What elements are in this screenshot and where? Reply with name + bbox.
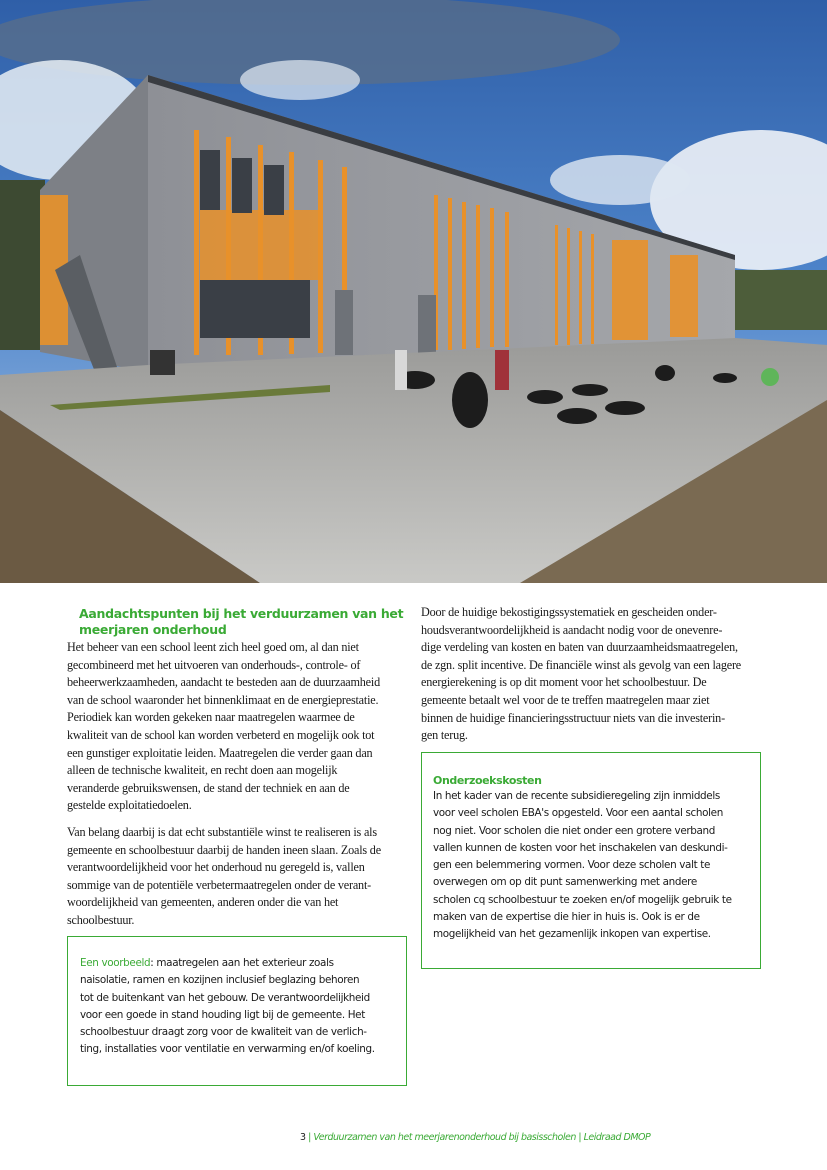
research-costs-title: Onderzoekskosten [433,774,542,787]
right-paragraph-1 [421,604,741,745]
text-line: maken van de expertise die hier in huis is. Ook is er de [433,911,700,924]
text-line: In het kader van de recente subsidieregeling zijn inmiddels [433,790,720,802]
text-line: ting, installaties voor ventilatie en verwarming en/of koeling. [80,1043,375,1056]
heading-line: meerjaren onderhoud [79,622,227,637]
text-line: naisolatie, ramen en kozijnen inclusief beglazing behoren [80,974,360,987]
text-line: tot de buitenkant van het gebouw. De verantwoordelijkheid [80,991,370,1004]
text-line: vallen kunnen de kosten voor het inschakelen van deskundi- [433,841,728,854]
text-line: kwaliteit van de school kan worden verbeterd en mogelijk ook tot [67,727,375,742]
page-number: 3 [300,1132,306,1143]
footer-separator: | [578,1132,582,1143]
text-line: Van belang daarbij is dat echt substantiële winst te realiseren is als [67,825,377,839]
text-line: veranderde gebruikswensen, de stand der techniek en aan de [67,780,350,795]
example-label: Een voorbeeld [80,957,151,969]
text-line: scholen cq schoolbestuur te zoeken en/of mogelijk gebruik te [433,893,732,906]
text-line: woordelijkheid van gemeenten, anderen onder die van het [67,895,339,910]
text-line: mogelijkheid van het gezamenlijk inkopen van expertise. [433,928,711,941]
text-line: overwegen om op dit punt samenwerking met andere [433,876,697,889]
text-line: schoolbestuur. [67,912,135,927]
section-heading [79,606,403,638]
text-line: beheerwerkzaamheden, aandacht te besteden aan de duurzaamheid [67,675,380,690]
research-costs-lines [433,788,732,944]
text-line: dige verdeling van kosten en baten van duurzaamheidsmaatregelen, [421,640,738,655]
research-costs-box [421,752,761,969]
text-line: verantwoordelijkheid voor het onderhoud nu geregeld is, vallen [67,860,365,875]
text-line: een gunstiger exploitatie leiden. Maatregelen die verder gaan dan [67,745,373,760]
text-line: van de school waaronder het binnenklimaat en de energieprestatie. [67,692,379,707]
page-footer [300,1132,650,1143]
footer-title: Verduurzamen van het meerjarenonderhoud bij basisscholen [313,1132,576,1143]
school-building-photo [0,0,827,583]
example-first-line [80,955,375,972]
text-line: sommige van de potentiële verbetermaatregelen onder de verant- [67,877,371,892]
footer-series: Leidraad DMOP [583,1132,651,1143]
text-line: gen een belemmering vormen. Voor deze scholen valt te [433,859,711,872]
footer-separator: | [308,1132,311,1143]
text-line: gemeente en schoolbestuur daarbij de handen ineen slaan. Zoals de [67,842,381,857]
text-line: voor veel scholen EBA's opgesteld. Voor een aantal scholen [433,807,723,820]
text-line: nog niet. Voor scholen die niet onder een grotere verband [433,824,716,837]
text-line: Door de huidige bekostigingssystematiek en gescheiden onder- [421,605,717,619]
example-box [67,936,407,1086]
text-line: Periodiek kan worden gekeken naar maatregelen waarmee de [67,710,355,725]
text-line: energierekening is op dit moment voor het schoolbestuur. De [421,675,707,690]
text-line: houdsverantwoordelijkheid is aandacht nodig voor de onevenre- [421,622,723,637]
heading-line: Aandachtspunten bij het verduurzamen van het [79,606,404,621]
text-line: gestelde exploitatiedoelen. [67,798,192,813]
example-first-line-text: : maatregelen aan het exterieur zoals [150,957,334,969]
example-lines [80,972,375,1058]
text-line: de zgn. split incentive. De financiële winst als gevolg van een lagere [421,657,742,672]
left-paragraph-2 [67,824,381,930]
text-line: schoolbestuur draagt zorg voor de kwaliteit van de verlich- [80,1026,367,1039]
text-line: Het beheer van een school leent zich heel goed om, al dan niet [67,640,359,654]
text-line: gemeente betaalt wel voor de te treffen maatregelen maar ziet [421,692,710,707]
text-line: alleen de technische kwaliteit, en recht doen aan mogelijk [67,763,338,778]
text-line: voor een goede in stand houding ligt bij de gemeente. Het [80,1008,365,1021]
text-line: binnen de huidige financieringsstructuur niets van die investerin- [421,710,725,725]
left-paragraph-1 [67,639,380,815]
text-line: gecombineerd met het uitvoeren van onderhouds-, controle- of [67,657,361,672]
text-line: gen terug. [421,728,468,743]
